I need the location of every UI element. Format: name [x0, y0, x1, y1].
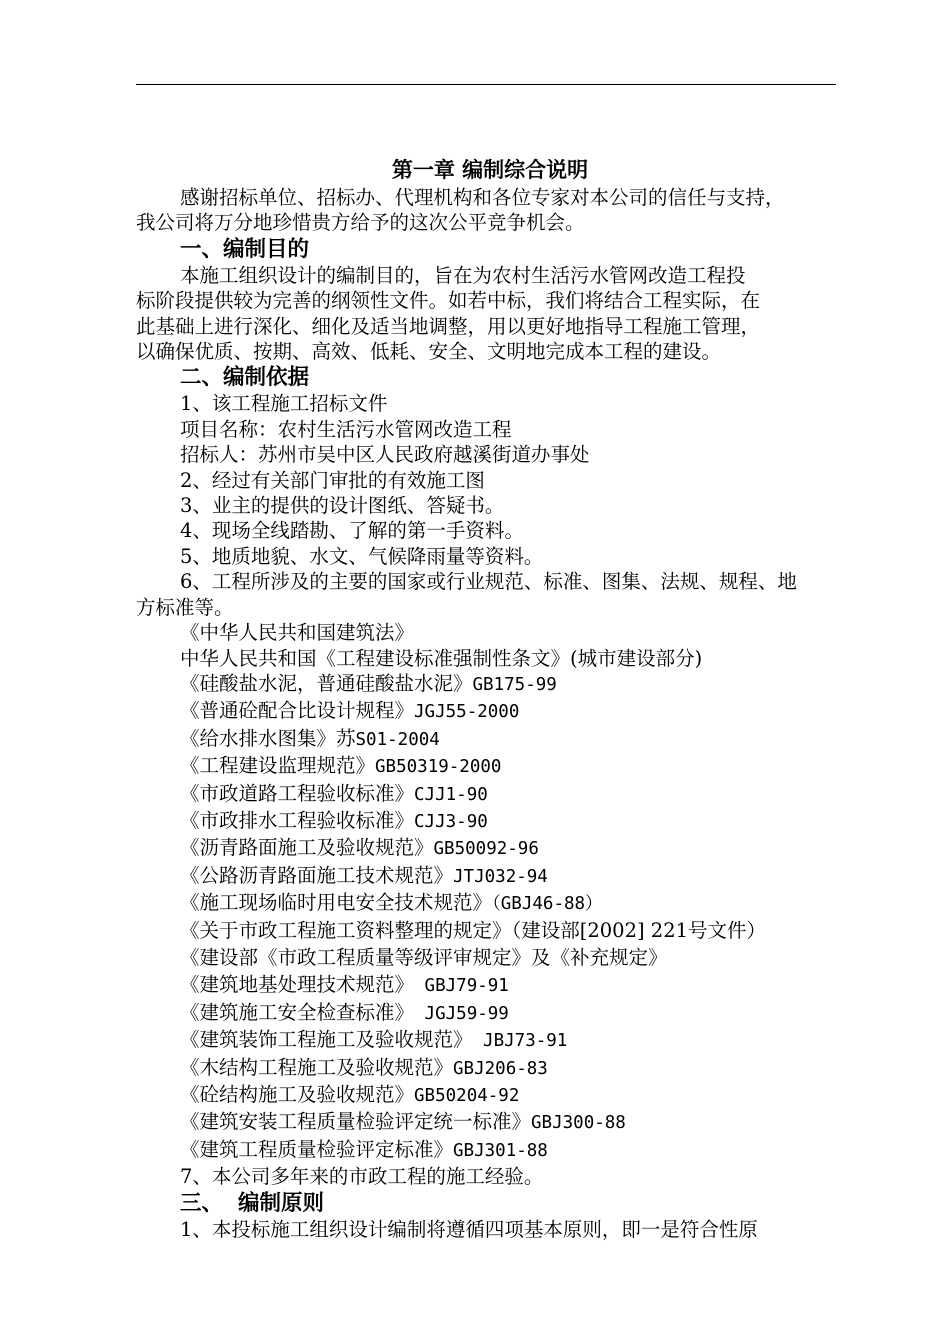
basis-item: 招标人：苏州市吴中区人民政府越溪街道办事处	[180, 443, 590, 467]
standard-code: GBJ300-88	[531, 1113, 626, 1134]
standard-name: 《建筑装饰工程施工及验收规范》	[180, 1028, 473, 1052]
section-heading: 三、 编制原则	[180, 1190, 324, 1216]
standard-name: 《建筑安装工程质量检验评定统一标准》	[180, 1110, 532, 1134]
standard-name: 《硅酸盐水泥，普通硅酸盐水泥》	[180, 671, 473, 695]
intro-line: 我公司将万分地珍惜贵方给予的这次公平竞争机会。	[136, 211, 585, 235]
law-item: 中华人民共和国《工程建设标准强制性条文》(城市建设部分)	[180, 646, 703, 670]
basis-item: 2、经过有关部门审批的有效施工图	[180, 468, 485, 492]
document-body	[136, 155, 844, 1242]
standard-item	[136, 1109, 844, 1136]
standard-name: 《建筑地基处理技术规范》	[180, 973, 415, 997]
standard-item	[136, 863, 844, 890]
standard-item	[136, 753, 844, 780]
standard-item	[136, 1055, 844, 1082]
standard-code: CJJ1-90	[414, 784, 488, 805]
standard-code: JTJ032-94	[453, 866, 548, 887]
standard-item	[136, 890, 844, 917]
paragraph-line: 以确保优质、按期、高效、低耗、安全、文明地完成本工程的建设。	[136, 340, 722, 364]
standard-name: 《普通砼配合比设计规程》	[180, 699, 415, 723]
standard-name: 《给水排水图集》苏	[180, 726, 356, 750]
standard-name: 《建筑施工安全检查标准》	[180, 1000, 415, 1024]
standard-code: （GBJ46-88）	[492, 894, 603, 915]
standard-code: JBJ73-91	[472, 1031, 568, 1052]
standard-code: GBJ301-88	[453, 1140, 548, 1161]
standard-name: 《建设部《市政工程质量等级评审规定》及《补充规定》	[180, 945, 668, 969]
law-item: 《中华人民共和国建筑法》	[180, 621, 415, 645]
standard-item	[136, 781, 844, 808]
standard-name: 《公路沥青路面施工技术规范》	[180, 863, 454, 887]
standard-item	[136, 972, 844, 999]
chapter-title: 第一章 编制综合说明	[391, 157, 589, 182]
standard-item	[136, 1082, 844, 1109]
section-heading: 一、编制目的	[180, 236, 310, 262]
standard-item	[136, 1000, 844, 1027]
basis-item: 7、本公司多年来的市政工程的施工经验。	[180, 1165, 544, 1189]
basis-item: 4、现场全线踏勘、了解的第一手资料。	[180, 519, 524, 543]
standard-code: GBJ79-91	[414, 976, 509, 997]
standard-code: CJJ3-90	[414, 811, 488, 832]
intro-line: 感谢招标单位、招标办、代理机构和各位专家对本公司的信任与支持，	[180, 186, 785, 209]
standard-item	[136, 1027, 844, 1054]
standard-code: GB50204-92	[414, 1086, 520, 1106]
standard-code: GB50319-2000	[375, 757, 502, 778]
standard-name: 《工程建设监理规范》	[180, 754, 376, 778]
basis-item: 1、该工程施工招标文件	[180, 392, 388, 416]
header-rule	[136, 84, 836, 85]
standard-item	[136, 835, 844, 862]
standard-item	[136, 671, 844, 698]
standard-code: GBJ206-83	[453, 1058, 548, 1079]
standard-name: 《砼结构施工及验收规范》	[180, 1083, 415, 1106]
standard-code: GB175-99	[472, 674, 557, 695]
standard-item	[136, 698, 844, 725]
basis-item: 项目名称：农村生活污水管网改造工程	[180, 417, 512, 441]
paragraph-line: 本施工组织设计的编制目的，旨在为农村生活污水管网改造工程投	[180, 263, 746, 287]
standard-item	[136, 808, 844, 835]
standard-name: 《市政道路工程验收标准》	[180, 781, 415, 805]
standard-name: 《关于市政工程施工资料整理的规定》（建设部[2002] 221号文件）	[180, 918, 767, 942]
section-heading: 二、编制依据	[180, 365, 310, 391]
paragraph-line: 标阶段提供较为完善的纲领性文件。如若中标，我们将结合工程实际，在	[136, 289, 761, 313]
standard-name: 《施工现场临时用电安全技术规范》	[180, 891, 493, 915]
standard-item	[136, 918, 844, 945]
standard-code: GB50092-96	[433, 839, 539, 860]
standard-item	[136, 1137, 844, 1164]
paragraph-line: 此基础上进行深化、细化及适当地调整，用以更好地指导工程施工管理，	[136, 314, 761, 338]
paragraph-line: 1、本投标施工组织设计编制将遵循四项基本原则，即一是符合性原	[180, 1217, 758, 1241]
standard-code: JGJ59-99	[414, 1003, 509, 1024]
standard-code: S01-2004	[355, 729, 440, 750]
basis-item: 方标准等。	[136, 595, 234, 619]
basis-item: 6、工程所涉及的主要的国家或行业规范、标准、图集、法规、规程、地	[180, 570, 797, 594]
standard-name: 《沥青路面施工及验收规范》	[180, 836, 434, 860]
standard-name: 《建筑工程质量检验评定标准》	[180, 1137, 454, 1161]
standard-item	[136, 945, 844, 972]
standard-name: 《木结构工程施工及验收规范》	[180, 1055, 454, 1079]
standard-code: JGJ55-2000	[414, 702, 520, 723]
basis-item: 3、业主的提供的设计图纸、答疑书。	[180, 494, 505, 518]
standard-name: 《市政排水工程验收标准》	[180, 808, 415, 832]
standard-item	[136, 726, 844, 753]
basis-item: 5、地质地貌、水文、气候降雨量等资料。	[180, 544, 544, 568]
standards-list	[136, 671, 844, 1164]
